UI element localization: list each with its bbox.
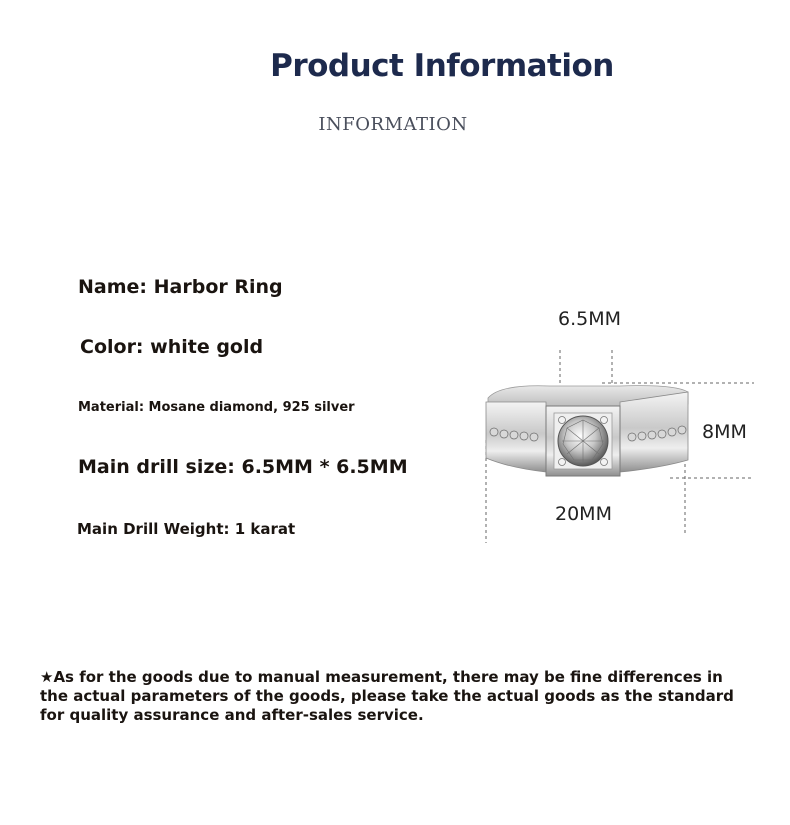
spec-main-drill-size: Main drill size: 6.5MM * 6.5MM — [78, 456, 408, 478]
measurement-note — [40, 668, 750, 725]
page-subtitle: INFORMATION — [318, 114, 468, 135]
page-title: Product Information — [270, 48, 614, 84]
spec-main-drill-weight: Main Drill Weight: 1 karat — [77, 520, 296, 538]
spec-name: Name: Harbor Ring — [78, 276, 283, 298]
dimension-stone-width: 6.5MM — [558, 308, 622, 330]
star-icon: ★ — [40, 668, 54, 686]
note-text: As for the goods due to manual measurement, there may be fine differences in the actual parameters of the goods, please take the actual goods as the standard for quality assurance and after-sales service. — [40, 668, 734, 724]
dimension-length: 20MM — [555, 503, 612, 525]
ring-diagram — [470, 340, 760, 550]
spec-color: Color: white gold — [80, 336, 264, 358]
dimension-height: 8MM — [702, 421, 747, 443]
spec-material: Material: Mosane diamond, 925 silver — [78, 400, 355, 415]
